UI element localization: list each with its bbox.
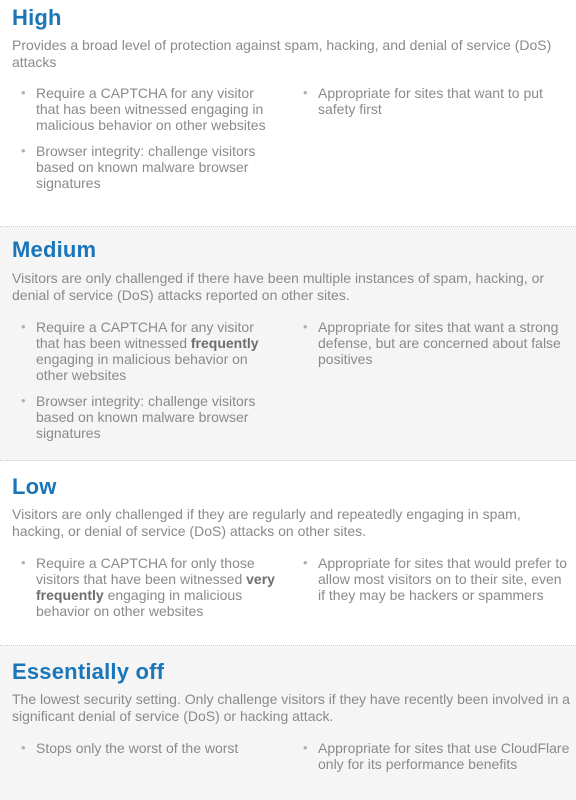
list-item-text: Browser integrity: challenge visitors based on known malware browser signatures bbox=[36, 393, 256, 441]
section-description-low: Visitors are only challenged if they are regularly and repeatedly engaging in spam, hacking, or denial of service (DoS) attacks on other sites. bbox=[12, 506, 521, 539]
list-item bbox=[20, 319, 278, 383]
bullet-icon: • bbox=[303, 555, 308, 570]
list-item-text-before: Require a CAPTCHA for any visitor that has been witnessed bbox=[36, 319, 254, 351]
section-essentially-off bbox=[0, 646, 576, 800]
bullet-list-right-essentially-off bbox=[302, 740, 570, 782]
list-item bbox=[302, 319, 570, 367]
bullet-list-right-low bbox=[302, 555, 570, 613]
list-item-emphasis: very frequently bbox=[36, 571, 275, 603]
list-item-text: Appropriate for sites that want a strong defense, but are concerned about false positives bbox=[318, 319, 561, 367]
bullet-list-left-essentially-off bbox=[20, 740, 278, 766]
list-item bbox=[302, 85, 570, 117]
list-item bbox=[20, 555, 278, 619]
list-item-text: Require a CAPTCHA for any visitor that has been witnessed engaging in malicious behavior on other websites bbox=[36, 85, 266, 133]
bullet-icon: • bbox=[21, 555, 26, 570]
bullet-list-right-medium bbox=[302, 319, 570, 377]
list-item bbox=[302, 555, 570, 603]
list-item-text: Browser integrity: challenge visitors based on known malware browser signatures bbox=[36, 143, 256, 191]
section-low bbox=[0, 461, 576, 646]
list-item bbox=[20, 143, 278, 191]
bullet-icon: • bbox=[21, 393, 26, 408]
section-title-high: High bbox=[12, 5, 62, 30]
list-item bbox=[302, 740, 570, 772]
section-medium bbox=[0, 227, 576, 461]
section-title-essentially-off: Essentially off bbox=[12, 659, 165, 684]
list-item bbox=[20, 393, 278, 441]
section-description-essentially-off: The lowest security setting. Only challenge visitors if they have recently been involved in a significant denial of service (DoS) or hacking attack. bbox=[12, 691, 570, 724]
list-item-emphasis: frequently bbox=[190, 335, 259, 351]
bullet-icon: • bbox=[303, 85, 308, 100]
bullet-icon: • bbox=[21, 143, 26, 158]
list-item bbox=[20, 85, 278, 133]
bullet-icon: • bbox=[303, 319, 308, 334]
list-item-text: Appropriate for sites that use CloudFlare only for its performance benefits bbox=[318, 740, 570, 772]
list-item bbox=[20, 740, 278, 756]
section-description-high: Provides a broad level of protection against spam, hacking, and denial of service (DoS) attacks bbox=[12, 37, 552, 70]
bullet-list-left-low bbox=[20, 555, 278, 629]
section-title-medium: Medium bbox=[12, 237, 97, 262]
list-item-text-before: Require a CAPTCHA for only those visitors that have been witnessed bbox=[36, 555, 255, 587]
bullet-list-right-high bbox=[302, 85, 570, 127]
section-high bbox=[0, 0, 576, 227]
bullet-icon: • bbox=[21, 319, 26, 334]
bullet-icon: • bbox=[21, 85, 26, 100]
list-item-text: Stops only the worst of the worst bbox=[36, 740, 239, 756]
bullet-icon: • bbox=[21, 740, 26, 755]
bullet-list-left-high bbox=[20, 85, 278, 201]
list-item-text: Appropriate for sites that want to put safety first bbox=[318, 85, 543, 117]
bullet-icon: • bbox=[303, 740, 308, 755]
list-item-text-after: engaging in malicious behavior on other websites bbox=[36, 587, 243, 619]
section-description-medium: Visitors are only challenged if there have been multiple instances of spam, hacking, or denial of service (DoS) attacks reported on other sites. bbox=[12, 270, 545, 303]
list-item-text-after: engaging in malicious behavior on other websites bbox=[36, 351, 248, 383]
bullet-list-left-medium bbox=[20, 319, 278, 451]
list-item-text: Appropriate for sites that would prefer to allow most visitors on to their site, even if they may be hackers or spammers bbox=[318, 555, 568, 603]
section-title-low: Low bbox=[12, 474, 57, 499]
